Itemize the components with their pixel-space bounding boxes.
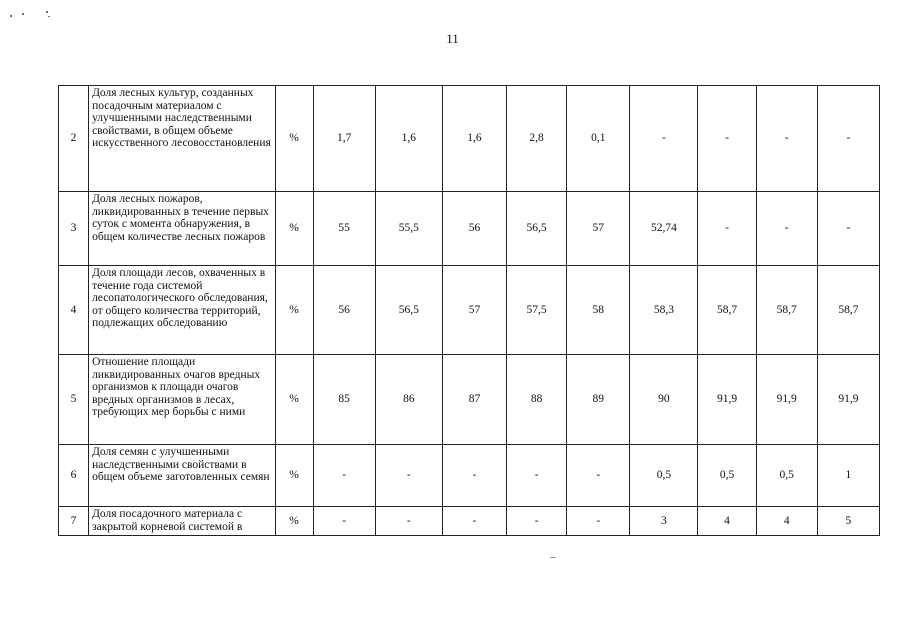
value-cell: 0,5 <box>756 445 817 507</box>
value-cell: - <box>817 192 879 266</box>
value-cell: 1,6 <box>442 86 506 192</box>
unit-cell: % <box>275 507 313 536</box>
row-number: 6 <box>59 445 89 507</box>
value-cell: - <box>698 192 756 266</box>
table-row <box>59 86 880 192</box>
unit-cell: % <box>275 86 313 192</box>
unit-cell: % <box>275 445 313 507</box>
value-cell: 91,9 <box>698 355 756 445</box>
value-cell: - <box>698 86 756 192</box>
indicator-description: Доля площади лесов, охваченных в течение года системой лесопатологического обследования, от общего количества территорий, подлежащих обследованию <box>89 266 275 355</box>
row-number: 3 <box>59 192 89 266</box>
value-cell: 91,9 <box>756 355 817 445</box>
value-cell: - <box>507 445 567 507</box>
value-cell: 58 <box>567 266 630 355</box>
table-row <box>59 445 880 507</box>
value-cell: 52,74 <box>630 192 698 266</box>
value-cell: 58,7 <box>698 266 756 355</box>
value-cell: - <box>567 507 630 536</box>
unit-cell: % <box>275 355 313 445</box>
value-cell: - <box>756 192 817 266</box>
value-cell: 56 <box>313 266 375 355</box>
value-cell: - <box>313 507 375 536</box>
scan-specks <box>8 10 68 20</box>
value-cell: - <box>442 507 506 536</box>
value-cell: 5 <box>817 507 879 536</box>
value-cell: 4 <box>756 507 817 536</box>
value-cell: 1,6 <box>375 86 442 192</box>
indicator-description: Отношение площади ликвидированных очагов вредных организмов к площади очагов вредных организмов в лесах, требующих мер борьбы с ними <box>89 355 275 445</box>
unit-cell: % <box>275 266 313 355</box>
value-cell: 58,3 <box>630 266 698 355</box>
value-cell: - <box>567 445 630 507</box>
value-cell: - <box>817 86 879 192</box>
indicator-description: Доля лесных пожаров, ликвидированных в течение первых суток с момента обнаружения, в общем количестве лесных пожаров <box>89 192 275 266</box>
value-cell: 0,5 <box>698 445 756 507</box>
row-number: 4 <box>59 266 89 355</box>
value-cell: 4 <box>698 507 756 536</box>
value-cell: 57,5 <box>507 266 567 355</box>
value-cell: 91,9 <box>817 355 879 445</box>
indicators-table <box>58 85 880 536</box>
table-row <box>59 266 880 355</box>
value-cell: 0,5 <box>630 445 698 507</box>
unit-cell: % <box>275 192 313 266</box>
value-cell: 3 <box>630 507 698 536</box>
value-cell: 85 <box>313 355 375 445</box>
value-cell: 58,7 <box>817 266 879 355</box>
value-cell: 87 <box>442 355 506 445</box>
value-cell: 55 <box>313 192 375 266</box>
row-number: 7 <box>59 507 89 536</box>
value-cell: 1,7 <box>313 86 375 192</box>
value-cell: 56,5 <box>507 192 567 266</box>
value-cell: - <box>442 445 506 507</box>
value-cell: 57 <box>567 192 630 266</box>
indicator-description: Доля семян с улучшенными наследственными свойствами в общем объеме заготовленных семян <box>89 445 275 507</box>
value-cell: 88 <box>507 355 567 445</box>
value-cell: 90 <box>630 355 698 445</box>
value-cell: - <box>313 445 375 507</box>
value-cell: 1 <box>817 445 879 507</box>
value-cell: 55,5 <box>375 192 442 266</box>
page-number: 11 <box>446 31 459 46</box>
table-row <box>59 192 880 266</box>
row-number: 5 <box>59 355 89 445</box>
value-cell: 56 <box>442 192 506 266</box>
value-cell: 89 <box>567 355 630 445</box>
value-cell: - <box>756 86 817 192</box>
value-cell: 86 <box>375 355 442 445</box>
table-row <box>59 507 880 536</box>
value-cell: 56,5 <box>375 266 442 355</box>
value-cell: 2,8 <box>507 86 567 192</box>
value-cell: - <box>375 445 442 507</box>
value-cell: 0,1 <box>567 86 630 192</box>
value-cell: - <box>507 507 567 536</box>
table-row <box>59 355 880 445</box>
value-cell: - <box>630 86 698 192</box>
value-cell: 57 <box>442 266 506 355</box>
value-cell: 58,7 <box>756 266 817 355</box>
indicator-description: Доля посадочного материала с закрытой корневой системой в <box>89 507 275 536</box>
row-number: 2 <box>59 86 89 192</box>
value-cell: - <box>375 507 442 536</box>
indicator-description: Доля лесных культур, созданных посадочным материалом с улучшенными наследственными свойствами, в общем объеме искусственного лесовосстановления <box>89 86 275 192</box>
scan-mark <box>550 557 556 558</box>
table-body <box>59 86 880 536</box>
